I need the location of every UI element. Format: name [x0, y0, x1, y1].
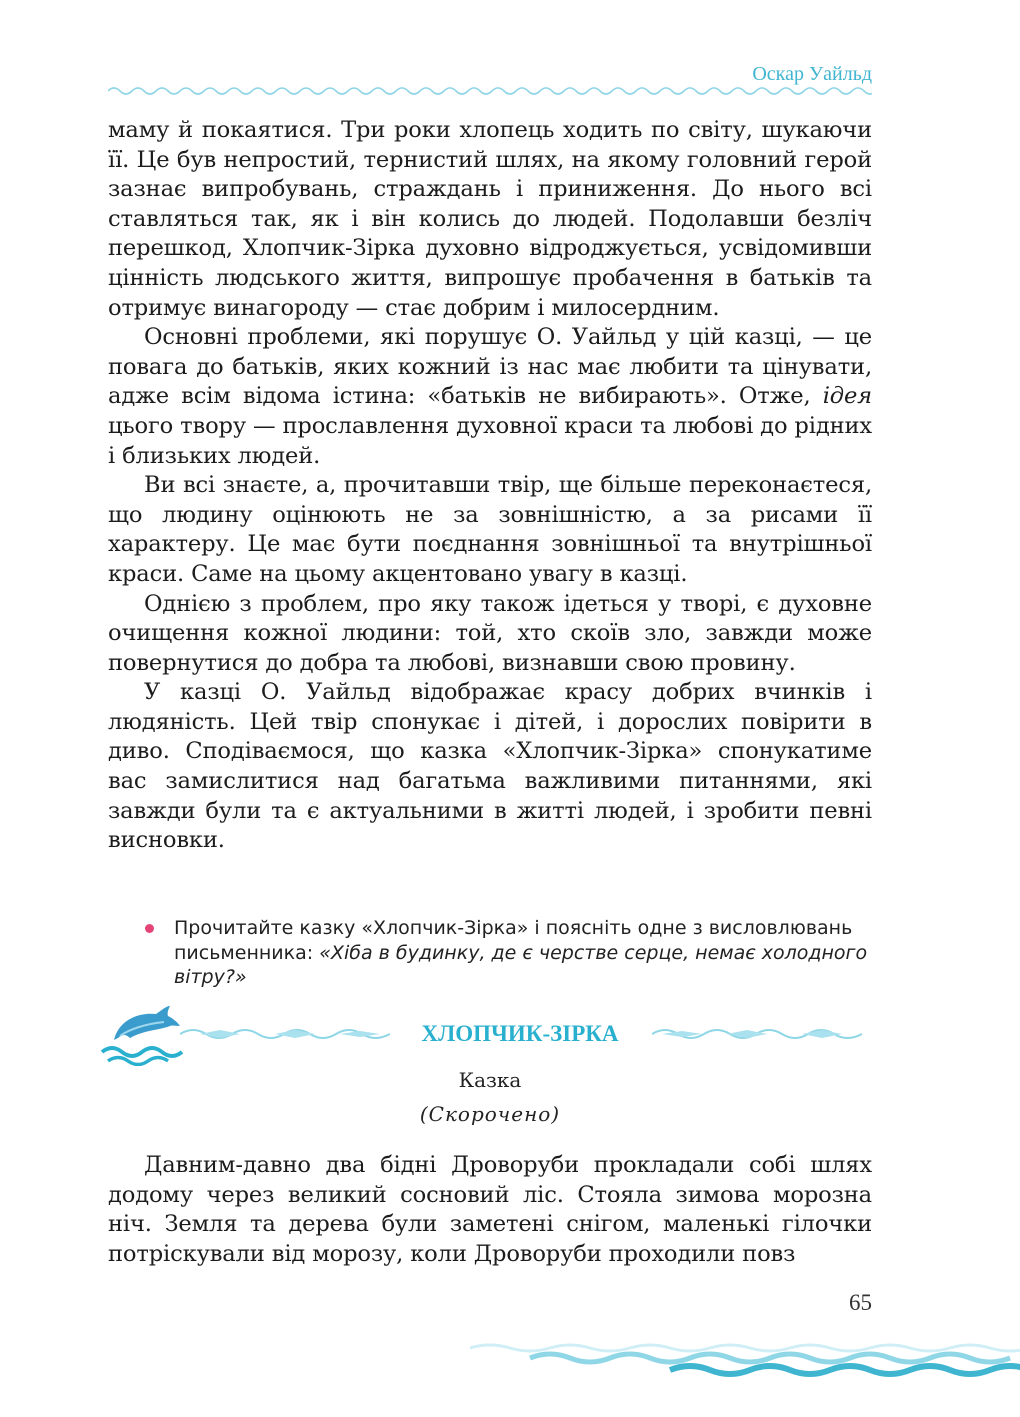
paragraph-4: Однією з проблем, про яку також ідеться у творі, є духовне очищення кожної людини: той, хто скоїв зло, завжди може повернутися до добра та любові, визнавши свою провину. [108, 590, 872, 676]
story-abridged-note: (Скорочено) [419, 1102, 561, 1126]
body-text [108, 116, 872, 856]
task-text: Прочитайте казку «Хлопчик-Зірка» і поясніть одне з висловлювань письменника: [174, 917, 853, 964]
page-number: 65 [849, 1290, 872, 1315]
footer-wave-decoration [470, 1330, 1020, 1380]
story-text [108, 1151, 872, 1269]
paragraph-1: маму й покаятися. Три роки хлопець ходить по світу, шукаючи її. Це був непростий, тернистий шлях, на якому головний герой зазнає випробувань, страждань і приниження. До нього всі ставляться так, як і він колись до людей. Подолавши безліч перешкод, Хлопчик-Зірка духовно відроджується, усвідомивши цінність людського життя, випрошує пробачення в батьків та отримує винагороду — стає добрим і милосердним. [108, 117, 872, 321]
dolphin-icon [100, 1000, 184, 1066]
header-wave-decoration [108, 85, 872, 97]
paragraph-2-start: Основні проблеми, які порушує О. Уайльд у цій казці, — це повага до батьків, яких кожний із нас має любити та цінувати, адже всім відома істина: «батьків не вибирають». Отже, [108, 324, 872, 410]
task-bullet-icon [145, 924, 154, 933]
title-wave-left-decoration [180, 1026, 390, 1042]
story-title: ХЛОПЧИК-ЗІРКА [421, 1021, 619, 1046]
running-header-author: Оскар Уайльд [752, 63, 872, 85]
story-genre: Казка [458, 1068, 522, 1092]
term-idea: ідея [822, 383, 872, 410]
reading-task [174, 916, 874, 990]
paragraph-2 [108, 323, 872, 471]
story-paragraph-1: Давним-давно два бідні Дроворуби прокладали собі шлях додому через великий сосновий ліс. Стояла зимова морозна ніч. Земля та дерева були заметені снігом, маленькі гілочки потріскували від морозу, коли Дроворуби проходили повз [108, 1152, 872, 1267]
paragraph-2-end: цього твору — прославлення духовної краси та любові до рідних і близьких людей. [108, 412, 872, 469]
title-wave-right-decoration [652, 1026, 862, 1042]
task-quote: «Хіба в будинку, де є черстве серце, немає холодного вітру?» [174, 941, 868, 988]
paragraph-3: Ви всі знаєте, а, прочитавши твір, ще більше переконаєтеся, що людину оцінюють не за зовнішністю, а за рисами її характеру. Це має бути поєднання зовнішньої та внутрішньої краси. Саме на цьому акцентовано увагу в казці. [108, 472, 872, 587]
paragraph-5: У казці О. Уайльд відображає красу добрих вчинків і людяність. Цей твір спонукає і дітей, і дорослих повірити в диво. Сподіваємося, що казка «Хлопчик-Зірка» спонукатиме вас замислитися над багатьма важливими питаннями, які завжди були та є актуальними в житті людей, і зробити певні висновки. [108, 679, 872, 854]
